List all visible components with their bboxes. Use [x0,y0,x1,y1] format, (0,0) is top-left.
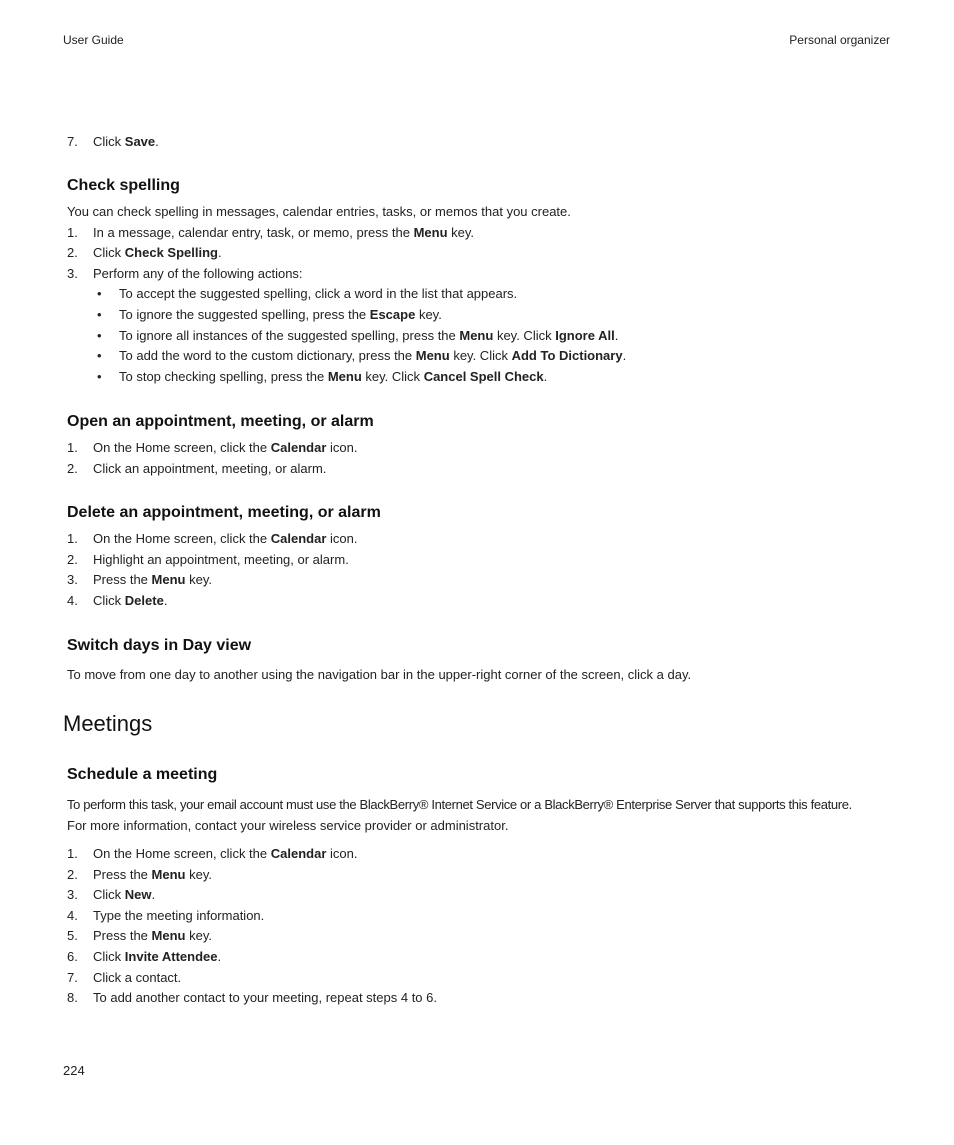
bullet-item: • To ignore the suggested spelling, press the Escape key. [97,306,442,322]
list-item: 4. Type the meeting information. [67,907,265,923]
page-number: 224 [63,1063,85,1078]
list-item: 2. Click an appointment, meeting, or alarm. [67,460,327,476]
section-title-delete-appointment: Delete an appointment, meeting, or alarm [67,504,381,521]
list-item: 1. In a message, calendar entry, task, or memo, press the Menu key. [67,224,475,240]
bullet-item: • To accept the suggested spelling, click a word in the list that appears. [97,286,518,302]
chapter-title-meetings: Meetings [63,711,153,736]
running-header-right: Personal organizer [789,33,890,47]
bullet-item: • To add the word to the custom dictionary, press the Menu key. Click Add To Dictionary. [97,348,627,364]
list-item: 8. To add another contact to your meeting, repeat steps 4 to 6. [67,990,437,1006]
section-title-open-appointment: Open an appointment, meeting, or alarm [67,413,374,430]
list-item: 3. Perform any of the following actions: [67,265,303,281]
schedule-meeting-intro [67,795,897,836]
delete-appointment-steps [67,529,897,611]
bullet-item: • To stop checking spelling, press the Menu key. Click Cancel Spell Check. [97,368,548,384]
list-item: 1. On the Home screen, click the Calendar icon. [67,846,358,861]
list-item: 4. Click Delete. [67,592,168,608]
schedule-meeting-steps [67,844,897,1009]
running-header-left: User Guide [63,33,124,47]
list-item: 5. Press the Menu key. [67,928,212,944]
switch-days-body [67,665,897,686]
list-item: 7. Click a contact. [67,969,182,985]
list-item: 3. Click New. [67,887,156,903]
bullet-item: • To ignore all instances of the suggested spelling, press the Menu key. Click Ignore All. [97,327,619,343]
check-spelling-body [67,202,897,387]
section-title-check-spelling: Check spelling [67,177,180,194]
intro-text: You can check spelling in messages, calendar entries, tasks, or memos that you create. [67,204,571,219]
list-item: 7. Click Save. [67,134,159,149]
list-item: 1. On the Home screen, click the Calendar icon. [67,531,358,546]
top-step-list [67,132,897,153]
paragraph: To move from one day to another using the navigation bar in the upper-right corner of the screen, click a day. [67,667,692,682]
list-item: 2. Highlight an appointment, meeting, or alarm. [67,551,349,567]
list-item: 6. Click Invite Attendee. [67,948,222,964]
list-item: 2. Press the Menu key. [67,866,212,882]
list-item: 1. On the Home screen, click the Calendar icon. [67,440,358,455]
paragraph-line: To perform this task, your email account must use the BlackBerry® Internet Service or a BlackBerry® Enterprise Server that supports this feature. [67,797,852,812]
paragraph-line: For more information, contact your wireless service provider or administrator. [67,817,509,833]
section-title-schedule-meeting: Schedule a meeting [67,766,218,783]
section-title-switch-days: Switch days in Day view [67,637,252,654]
list-item: 2. Click Check Spelling. [67,245,222,261]
open-appointment-steps [67,438,897,479]
list-item: 3. Press the Menu key. [67,572,212,588]
